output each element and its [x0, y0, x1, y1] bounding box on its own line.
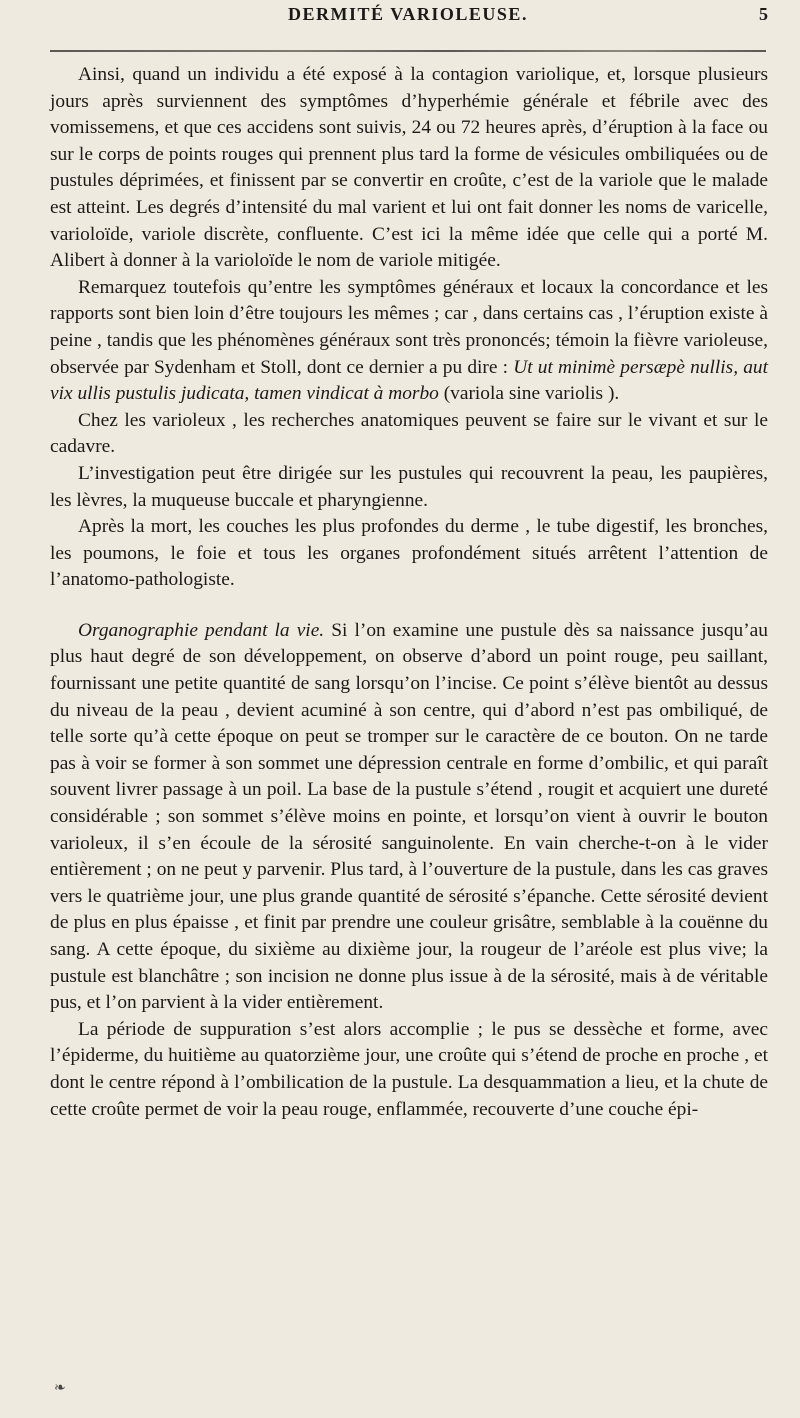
paragraph-symptoms [50, 275, 768, 408]
latin-quotation: Ut ut minimè persæpè nullis, aut vix ullis pustulis judicata, tamen vindicat à morbo [50, 356, 768, 405]
paragraph-research: Chez les varioleux , les recherches anatomiques peuvent se faire sur le vivant et sur le cadavre. [50, 409, 768, 458]
running-title: DERMITÉ VARIOLEUSE. [288, 4, 528, 24]
paragraph-investigation: L’investigation peut être dirigée sur les pustules qui recouvrent la peau, les paupières, les lèvres, la muqueuse buccale et pharyngienne. [50, 462, 768, 511]
page-number: 5 [759, 4, 768, 24]
paragraph-symptoms-text: Remarquez toutefois qu’entre les symptômes généraux et locaux la concordance et les rapports sont bien loin d’être toujours les mêmes ; car , dans certains cas , l’éruption existe à peine , tandis que les phénomènes généraux sont très prononcés; témoin la fièvre varioleuse, observée par Sydenham et Stoll, dont ce dernier a pu dire : [50, 276, 768, 378]
paragraph-organography [50, 618, 768, 1017]
paragraph-contagion: Ainsi, quand un individu a été exposé à la contagion variolique, et, lorsque plusieurs jours après surviennent des symptômes d’hyperhémie générale et fébrile avec des vomissemens, et que ces accidens sont suivis, 24 ou 72 heures après, d’éruption à la face ou sur le corps de points rouges qui prennent plus tard la forme de vésicules ombiliquées ou de pustules déprimées, et finissent par se convertir en croûte, c’est de la variole que le malade est atteint. Les degrés d’intensité du mal varient et lui ont fait donner les noms de varicelle, varioloïde, variole discrète, confluente. C’est ici la même idée que celle qui a porté M. Alibert à donner à la varioloïde le nom de variole mitigée. [50, 64, 768, 272]
paragraph-suppuration: La période de suppuration s’est alors accomplie ; le pus se dessèche et forme, avec l’épiderme, du huitième au quatorzième jour, une croûte qui s’étend de proche en proche , et dont le centre répond à l’ombilication de la pustule. La desquammation a lieu, et la chute de cette croûte permet de voir la peau rouge, enflammée, recouverte d’une couche épi- [50, 1018, 768, 1120]
header-rule [50, 50, 766, 52]
printer-mark: ❧ [54, 1381, 66, 1396]
paragraph-organography-text: Si l’on examine une pustule dès sa naissance jusqu’au plus haut degré de son développement, on observe d’abord un point rouge, peu saillant, fournissant une petite quantité de sang lorsqu’on l’incise. Ce point s’élève bientôt au dessus du niveau de la peau , devient acuminé à son centre, qui d’abord n’est pas ombiliqué, de telle sorte qu’à cette époque on peut se tromper sur le caractère de ce bouton. On ne tarde pas à voir se former à son sommet une dépression centrale en forme d’ombilic, et qui paraît souvent livrer passage à un poil. La base de la pustule s’étend , rougit et acquiert une dureté considérable ; son sommet s’élève moins en pointe, et lorsqu’on vient à ouvrir le bouton varioleux, il s’en écoule de la sérosité sanguinolente. En vain cherche-t-on à le vider entièrement ; on ne peut y parvenir. Plus tard, à l’ouverture de la pustule, dans les cas graves vers le quatrième jour, une plus grande quantité de sérosité s’épanche. Cette sérosité devient de plus en plus épaisse , et finit par prendre une couleur grisâtre, semblable à la couënne du sang. A cette époque, du sixième au dixième jour, la rougeur de l’aréole est plus vive; la pustule est blanchâtre ; son incision ne donne plus issue à de la sérosité, mais à de véritable pus, et l’on parvient à la vider entièrement. [50, 619, 768, 1014]
paragraph-after-death: Après la mort, les couches les plus profondes du derme , le tube digestif, les bronches, les poumons, le foie et tous les organes profondément situés arrêtent l’attention de l’anatomo-pathologiste. [50, 516, 768, 591]
body-text [50, 62, 768, 1123]
running-head [48, 4, 768, 30]
section-heading: Organographie pendant la vie. [78, 619, 325, 641]
paragraph-symptoms-end: (variola sine variolis ). [438, 383, 620, 405]
